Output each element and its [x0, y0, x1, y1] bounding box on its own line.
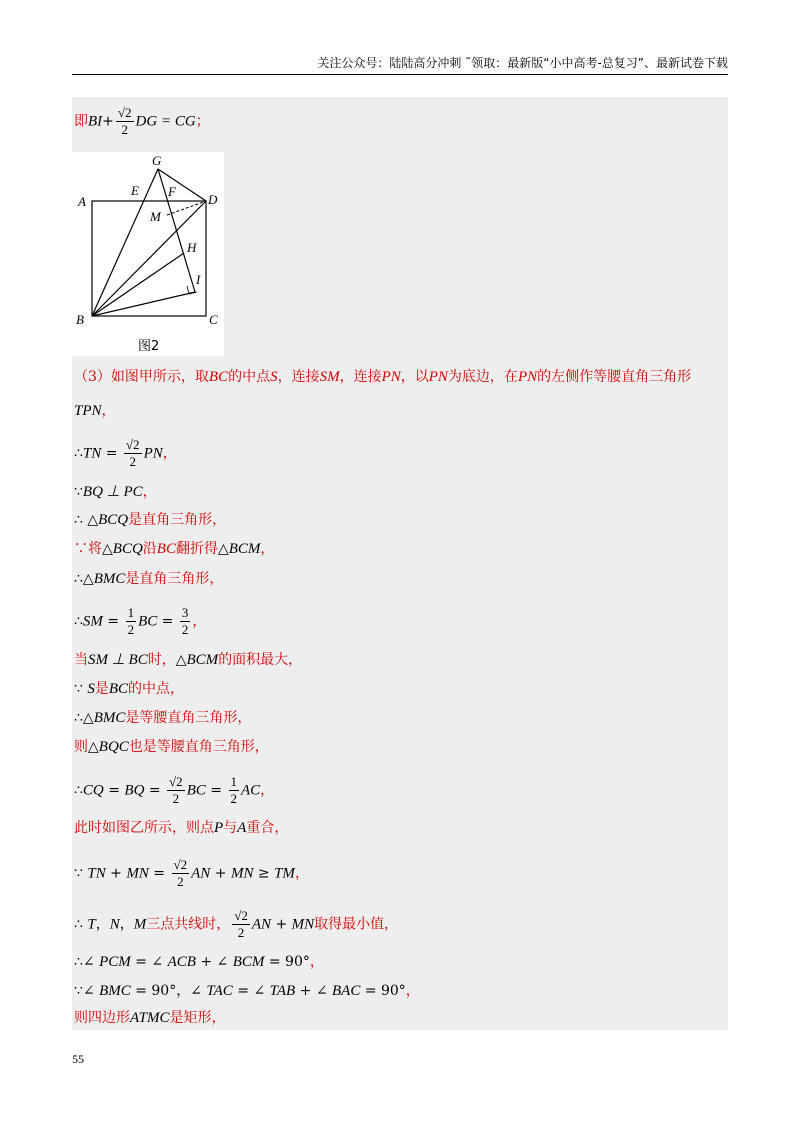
line-14: ∴CQ = BQ = $\frac{√2}{2}$ BC = $\frac{1}{2}$ AC，	[74, 774, 275, 806]
line-12: ∴△BMC是等腰直角三角形，	[74, 710, 252, 726]
line-17: ∴ T，N，M三点共线时， $\frac{√2}{2}$ AN + MN取得最小值，	[74, 908, 399, 940]
line-4: ∴TN = $\frac{√2}{2}$ PN，	[74, 437, 177, 469]
line-20: 则四边形ATMC是矩形，	[74, 1010, 226, 1026]
label-i: I	[196, 272, 201, 287]
line-11: ∵ S是BC的中点，	[74, 681, 185, 697]
fraction: $\frac{√2}{2}$	[117, 105, 132, 137]
line-8: ∴△BMC是直角三角形，	[74, 571, 224, 587]
page-header: 关注公众号：陆陆高分冲刺 ˜领取：最新版“小中高考-总复习”、最新试卷下载	[72, 54, 728, 75]
figure-caption: 图2	[138, 339, 160, 354]
line-18: ∴∠ PCM = ∠ ACB + ∠ BCM = 90°，	[74, 954, 324, 970]
label-m: M	[150, 209, 161, 224]
label-f: F	[168, 184, 176, 199]
label-b: B	[76, 312, 84, 327]
page-number: 55	[72, 1052, 84, 1066]
line-3: TPN，	[74, 403, 116, 419]
label-d: D	[208, 192, 218, 207]
label-h: H	[187, 240, 197, 255]
geometry-diagram	[72, 152, 224, 356]
line-6: ∴ △BCQ是直角三角形，	[74, 512, 227, 528]
label-c: C	[209, 312, 218, 327]
dashed-md	[167, 201, 206, 215]
line-9: ∴SM = $\frac{1}{2}$ BC = $\frac{3}{2}$ ，	[74, 605, 207, 637]
line-19: ∵∠ BMC = 90°，∠ TAC = ∠ TAB + ∠ BAC = 90°，	[74, 983, 420, 999]
line-15: 此时如图乙所示，则点P与A重合，	[74, 820, 289, 836]
line-16: ∵ TN + MN = $\frac{√2}{2}$ AN + MN ≥ TM，	[74, 857, 309, 889]
line-7: ∵将△BCQ沿BC翻折得△BCM，	[74, 541, 275, 557]
line-2: （3）如图甲所示，取BC的中点S，连接SM，连接PN，以PN为底边，在PN的左侧作等腰直角三角形	[74, 369, 692, 385]
label-e: E	[131, 183, 139, 198]
line-1: 即BI+ $\frac{√2}{2}$ DG = CG；	[74, 105, 210, 137]
label-g: G	[152, 153, 162, 168]
line-10: 当SM ⊥ BC时，△BCM的面积最大，	[74, 652, 303, 668]
label-a: A	[78, 194, 86, 209]
line-bi	[92, 292, 195, 316]
line-bd	[92, 201, 206, 316]
line-5: ∵BQ ⊥ PC，	[74, 484, 157, 500]
line-13: 则△BQC也是等腰直角三角形，	[74, 739, 269, 755]
geometry-figure-2	[72, 152, 224, 356]
